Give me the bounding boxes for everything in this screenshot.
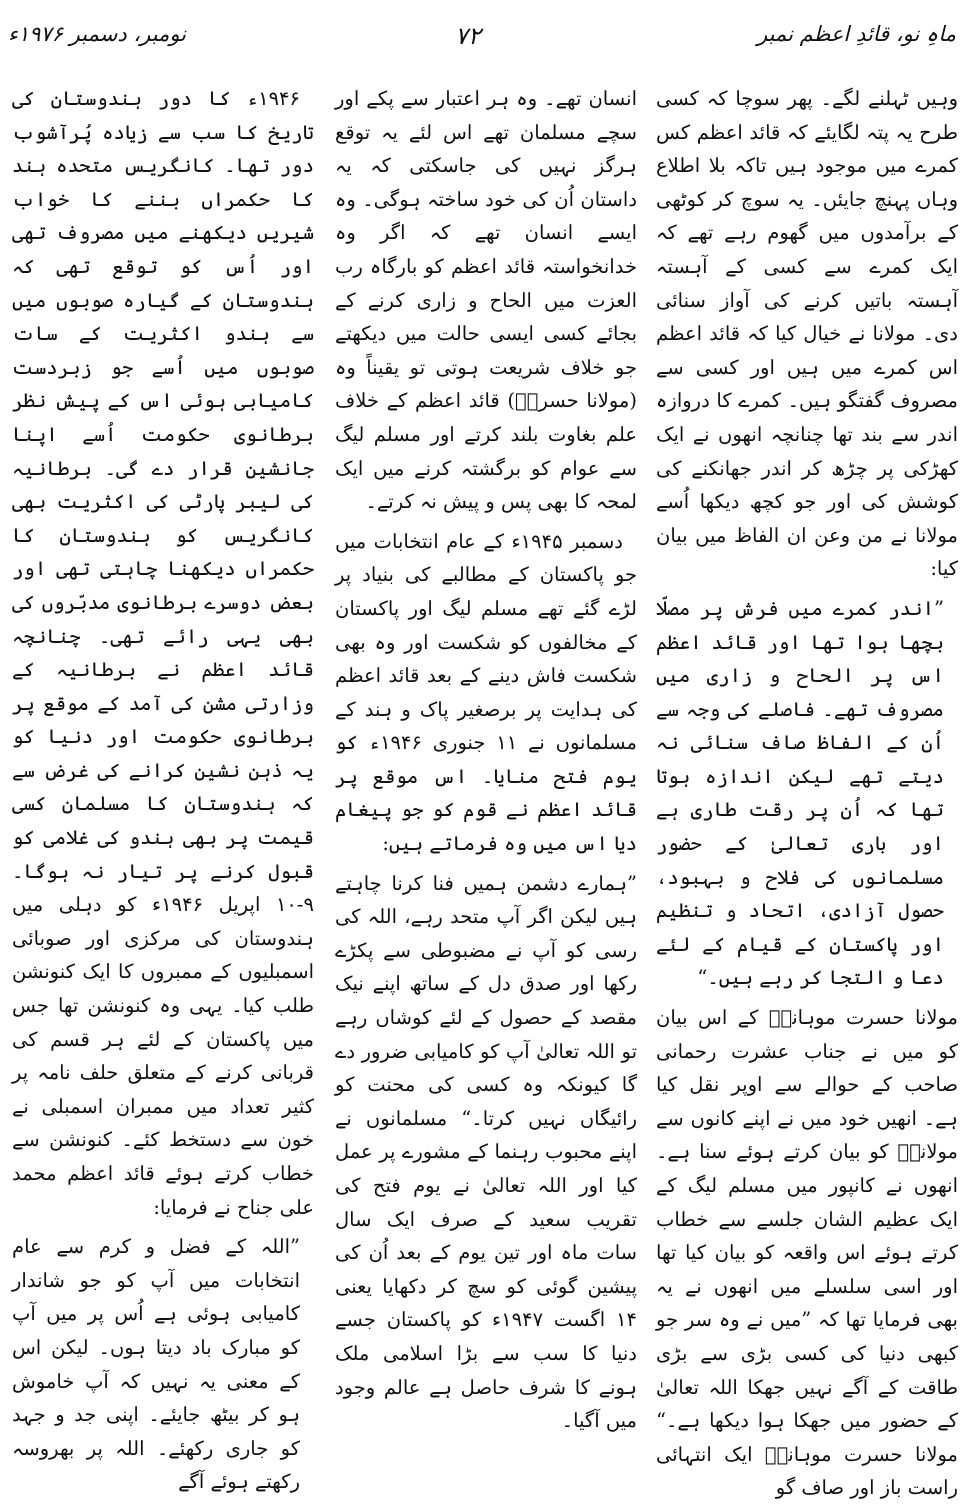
paragraph: وہیں ٹہلنے لگے۔ پھر سوچا کہ کسی طرح یہ پتہ لگایئے کہ قائد اعظم کس کمرے میں موجود ہیں تاکہ بلا اطلاع وہاں پہنچ جایئں۔ یہ سوچ کر کوٹھی کے برآمدوں میں گھوم رہے تھے کہ ایک کمرے سے کسی کے آہستہ آہستہ باتیں کرنے کی آواز سنائی دی۔ مولانا نے خیال کیا کہ قائد اعظم اس کمرے میں ہیں اور کسی سے مصروف گفتگو ہیں۔ کمرے کا دروازہ اندر سے بند تھا چنانچہ انھوں نے ایک کھڑکی پر چڑھ کر اندر جھانکنے کی کوشش کی اور جو کچھ دیکھا اُسے مولانا نے من وعن ان الفاظ میں بیان کیا:	[656, 87, 958, 581]
paragraph: دسمبر ۱۹۴۵ء کے عام انتخابات میں جو پاکستان کے مطالبے کی بنیاد پر لڑے گئے تھے مسلم لیگ اور پاکستان کے مخالفوں کو شکست اور وہ بھی شکست فاش دینے کے بعد قائد اعظم کی ہدایت پر برصغیر پاک و ہند کے مسلمانوں نے ۱۱ جنوری ۱۹۴۶ء کو یوم فتح منایا۔ اس موقع پر قائد اعظم نے قوم کو جو پیغام دیا اس میں وہ فرماتے ہیں:	[335, 529, 637, 856]
quote-paragraph: ”ہمارے دشمن ہمیں فنا کرنا چاہتے ہیں لیکن اگر آپ متحد رہے، اللہ کی رسی کو آپ نے مضبوطی سے پکڑے رکھا اور صدق دل کے ساتھ اپنے نیک مقصد کے حصول کے لئے کوشاں رہے تو اللہ تعالیٰ آپ کو کامیابی ضرور دے گا کیونکہ وہ کسی کی محنت کو رائیگاں نہیں کرتا۔“ مسلمانوں نے اپنے محبوب رہنما کے مشورے پر عمل کیا اور اللہ تعالیٰ نے یوم فتح کی تقریب سعید کے صرف ایک سال سات ماہ اور تین یوم کے بعد اُن کی پیشین گوئی کو سچ کر دکھایا یعنی ۱۴ اگست ۱۹۴۷ء کو پاکستان جسے دنیا کا سب سے بڑا اسلامی ملک ہونے کا شرف حاصل ہے عالم وجود میں آگیا۔	[335, 871, 637, 1433]
paragraph: مولانا حسرت موہانیؒ کے اس بیان کو میں نے جناب عشرت رحمانی صاحب کے حوالے سے اوپر نقل کیا ہے۔ انھیں خود میں نے اپنے کانوں سے مولاناؒ کو بیان کرتے ہوئے سنا ہے۔ انھوں نے کانپور میں مسلم لیگ کے ایک عظیم الشان جلسے سے خطاب کرتے ہوئے اس واقعہ کو بیان کیا تھا اور اسی سلسلے میں انھوں نے یہ بھی فرمایا تھا کہ ”میں نے وہ سر جو کبھی دنیا کی کسی بڑی سے بڑی طاقت کے آگے نہیں جھکا اللہ تعالیٰ کے حضور میں جھکا ہوا دیکھا ہے۔“ مولانا حسرت موہانیؒ ایک انتہائی راست باز اور صاف گو	[656, 1006, 958, 1500]
paragraph: انسان تھے۔ وہ ہر اعتبار سے پکے اور سچے مسلمان تھے اس لئے یہ توقع ہرگز نہیں کی جاسکتی کہ یہ داستان اُن کی خود ساختہ ہوگی۔ وہ ایسے انسان تھے کہ اگر وہ خدانخواستہ قائد اعظم کو بارگاہ رب العزت میں الحاح و زاری کرنے کے بجائے کسی ایسی حالت میں دیکھتے جو خلاف شریعت ہوتی تو یقیناً وہ (مولانا حسرتؒ) قائد اعظم کے خلاف علم بغاوت بلند کرتے اور مسلم لیگ سے عوام کو برگشتہ کرنے میں ایک لمحہ کا بھی پس و پیش نہ کرتے۔	[335, 87, 637, 514]
quote-paragraph: ”اندر کمرے میں فرش پر مصلّا بچھا ہوا تھا اور قائد اعظم اس پر الحاح و زاری میں مصروف تھے۔ فاصلے کی وجہ سے اُن کے الفاظ صاف سنائی نہ دیتے تھے لیکن اندازہ ہوتا تھا کہ اُن پر رقت طاری ہے اور باری تعالیٰ کے حضور مسلمانوں کی فلاح و بہبود، حصول آزادی، اتحاد و تنظیم اور پاکستان کے قیام کے لئے دعا و التجا کر رہے ہیں۔“	[656, 596, 944, 990]
issue-date: نومبر، دسمبر ۱۹۷۶ء	[8, 22, 187, 46]
quote-paragraph: ”اللہ کے فضل و کرم سے عام انتخابات میں آپ کو جو شاندار کامیابی ہوئی ہے اُس پر میں آپ کو مبارک باد دیتا ہوں۔ لیکن اس کے معنی یہ نہیں کہ آپ خاموش ہو کر بیٹھ جایئے۔ اپنی جد و جہد کو جاری رکھئے۔ اللہ پر بھروسہ رکھتے ہوئے آگے	[12, 1235, 300, 1494]
column-left	[12, 82, 314, 1505]
magazine-title: ماہِ نو، قائدِ اعظم نمبر	[757, 22, 956, 46]
column-middle	[335, 82, 637, 1444]
column-right	[656, 82, 958, 1511]
page-number: ۷۲	[455, 22, 481, 50]
paragraph: ۱۹۴۶ء کا دور ہندوستان کی تاریخ کا سب سے زیادہ پُرآشوب دور تھا۔ کانگریس متحدہ ہند کا حکمراں بننے کا خواب شیریں دیکھنے میں مصروف تھی اور اُس کو توقع تھی کہ ہندوستان کے گیارہ صوبوں میں سے ہندو اکثریت کے سات صوبوں میں اُسے جو زبردست کامیابی ہوئی اس کے پیش نظر برطانوی حکومت اُسے اپنا جانشین قرار دے گی۔ برطانیہ کی لیبر پارٹی کی اکثریت بھی کانگریس کو ہندوستان کا حکمراں دیکھنا چاہتی تھی اور بعض دوسرے برطانوی مدبّروں کی بھی یہی رائے تھی۔ چنانچہ قائد اعظم نے برطانیہ کے وزارتی مشن کی آمد کے موقع پر برطانوی حکومت اور دنیا کو یہ ذہن نشین کرانے کی غرض سے کہ ہندوستان کا مسلمان کسی قیمت پر بھی ہندو کی غلامی کو قبول کرنے پر تیار نہ ہوگا۔ ۹-۱۰ اپریل ۱۹۴۶ء کو دہلی میں ہندوستان کی مرکزی اور صوبائی اسمبلیوں کے ممبروں کا ایک کنونشن طلب کیا۔ یہی وہ کنونشن تھا جس میں پاکستان کے لئے ہر قسم کی قربانی کرنے کے متعلق حلف نامہ پر کثیر تعداد میں ممبران اسمبلی نے خون سے دستخط کئے۔ کنونشن سے خطاب کرتے ہوئے قائد اعظم محمد علی جناح نے فرمایا:	[12, 87, 314, 1219]
